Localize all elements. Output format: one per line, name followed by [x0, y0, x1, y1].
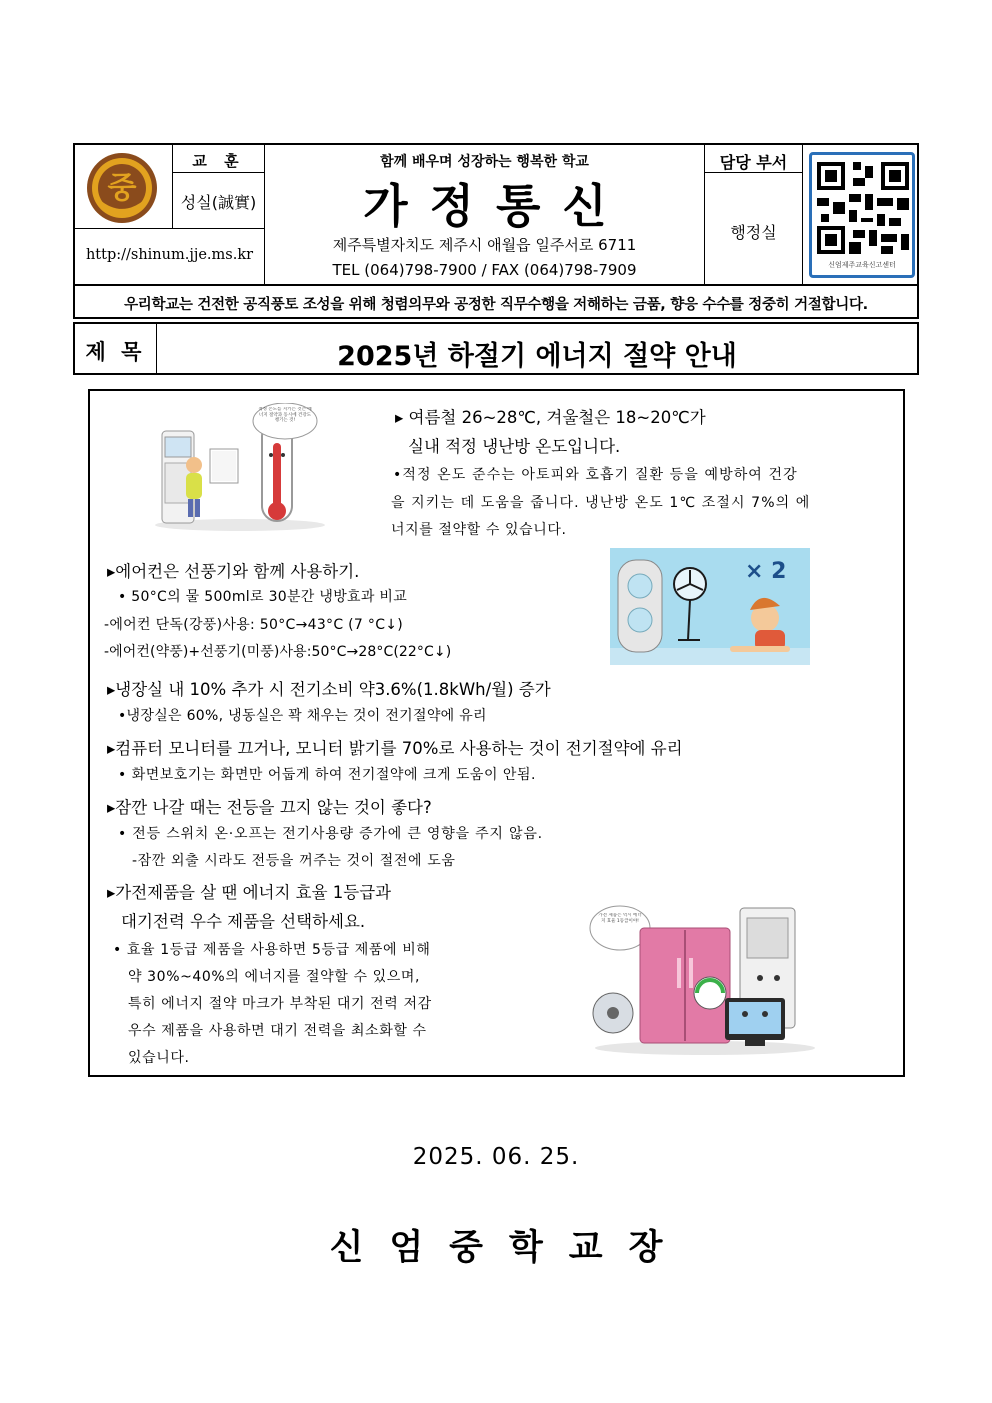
s3-heading: ▸냉장실 내 10% 추가 시 전기소비 약3.6%(1.8kWh/월) 증가: [107, 680, 551, 699]
thermometer-illustration: [150, 403, 330, 533]
school-contact: TEL (064)798-7900 / FAX (064)798-7909: [332, 261, 637, 279]
school-address: 제주특별자치도 제주시 애월읍 일주서로 6711: [332, 236, 637, 254]
website-link[interactable]: http://shinum.jje.ms.kr: [85, 247, 254, 263]
s6-bullet1: • 효율 1등급 제품을 사용하면 5등급 제품에 비해: [113, 942, 431, 958]
dept-name: 행정실: [730, 223, 777, 242]
s6-bullet5: 있습니다.: [128, 1050, 190, 1066]
divider: [917, 286, 919, 318]
page-title: 가정통신: [363, 179, 629, 233]
s6-bullet2: 약 30%~40%의 에너지를 절약할 수 있으며,: [128, 969, 421, 985]
divider: [172, 172, 264, 173]
qr-pattern: [813, 157, 913, 259]
fan-illustration: [610, 548, 810, 665]
s4-bullet1: • 화면보호기는 화면만 어둡게 하여 전기절약에 크게 도움이 안됨.: [118, 767, 536, 783]
logo-text: 중: [107, 171, 137, 206]
s6-heading1: ▸가전제품을 살 땐 에너지 효율 1등급과: [107, 883, 392, 902]
s1-bullet1: •적정 온도 준수는 아토피와 호흡기 질환 등을 예방하여 건강: [393, 467, 798, 483]
qr-code[interactable]: [809, 152, 915, 278]
s6-heading2: 대기전력 우수 제품을 선택하세요.: [121, 912, 366, 931]
subject-title: 2025년 하절기 에너지 절약 안내: [337, 341, 737, 372]
issue-date: 2025. 06. 25.: [412, 1144, 580, 1170]
appliance-bubble-text: 가전 제품은 역시 에너지 효율 1등급이야!: [598, 913, 642, 924]
s2-heading: ▸에어컨은 선풍기와 함께 사용하기.: [107, 562, 360, 581]
school-logo: [84, 151, 160, 225]
s5-bullet2: -잠깐 외출 시라도 전등을 꺼주는 것이 절전에 도움: [132, 853, 456, 869]
qr-caption: 신엄제주교육신고센터: [828, 261, 896, 269]
s1-line1: ▸ 여름철 26~28℃, 겨울철은 18~20℃가: [395, 408, 706, 427]
divider: [802, 145, 803, 284]
motto-label: 교 훈: [192, 152, 245, 170]
principal-signature: 신엄중학교장: [329, 1227, 689, 1268]
thermo-bubble-text: 적정 온도를 지키는 것은 에너지 절약과 동시에 건강도 챙기는 것!: [258, 407, 312, 423]
motto: 성실(誠實): [180, 193, 257, 212]
s4-heading: ▸컴퓨터 모니터를 끄거나, 모니터 밝기를 70%로 사용하는 것이 전기절약에 유리: [107, 739, 683, 758]
s3-bullet1: •냉장실은 60%, 냉동실은 꽉 채우는 것이 전기절약에 유리: [118, 708, 487, 724]
appliance-illustration: [585, 898, 825, 1058]
divider: [75, 228, 264, 229]
s6-bullet4: 우수 제품을 사용하면 대기 전력을 최소화할 수: [128, 1023, 427, 1039]
slogan: 함께 배우며 성장하는 행복한 학교: [380, 154, 589, 170]
dept-label: 담당 부서: [719, 153, 788, 172]
s1-line2: 실내 적정 냉난방 온도입니다.: [408, 437, 621, 456]
s2-bullet3: -에어컨(약풍)+선풍기(미풍)사용:50°C→28°C(22°C↓): [104, 644, 452, 660]
s5-heading: ▸잠깐 나갈 때는 전등을 끄지 않는 것이 좋다?: [107, 798, 432, 817]
divider: [73, 317, 919, 319]
fan-x2-label: × 2: [745, 559, 787, 584]
s2-bullet1: • 50°C의 물 500ml로 30분간 냉방효과 비교: [118, 589, 408, 605]
s1-bullet2: 을 지키는 데 도움을 줍니다. 냉난방 온도 1℃ 조절시 7%의 에: [391, 495, 811, 511]
s1-bullet3: 너지를 절약할 수 있습니다.: [391, 522, 567, 538]
divider: [73, 286, 75, 318]
integrity-notice: 우리학교는 건전한 공직풍토 조성을 위해 청렴의무와 공정한 직무수행을 저해하는 금품, 향응 수수를 정중히 거절합니다.: [124, 297, 868, 313]
s6-bullet3: 특히 에너지 절약 마크가 부착된 대기 전력 저감: [128, 996, 432, 1012]
subject-label: 제 목: [85, 340, 146, 364]
s5-bullet1: • 전등 스위치 온·오프는 전기사용량 증가에 큰 영향을 주지 않음.: [118, 826, 543, 842]
s2-bullet2: -에어컨 단독(강풍)사용: 50°C→43°C (7 °C↓): [104, 617, 404, 633]
